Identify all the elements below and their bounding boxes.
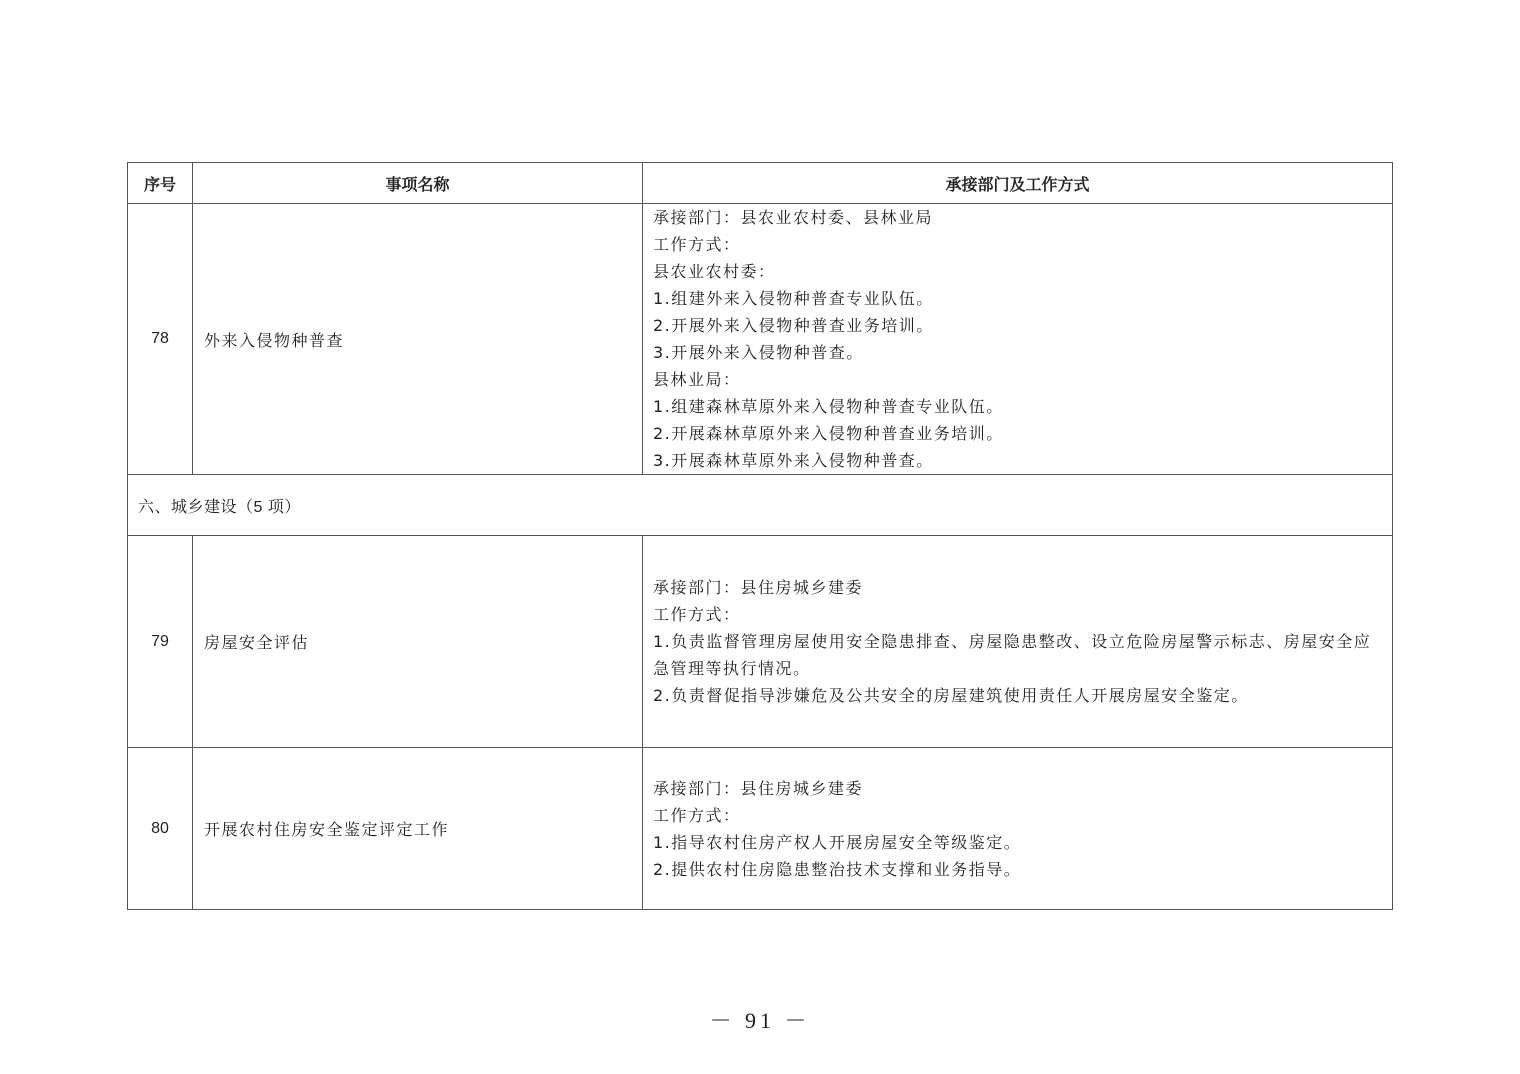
dept-line: 2.提供农村住房隐患整治技术支撑和业务指导。 xyxy=(653,859,1022,879)
dept-line: 工作方式： xyxy=(653,805,741,825)
dept-line: 承接部门：县住房城乡建委 xyxy=(653,778,864,798)
dept-line: 1.指导农村住房产权人开展房屋安全等级鉴定。 xyxy=(653,832,1022,852)
row-serial-number: 79 xyxy=(128,536,193,748)
row-serial-number: 80 xyxy=(128,748,193,910)
dept-line: 2.开展森林草原外来入侵物种普查业务培训。 xyxy=(653,424,1004,443)
row-department-method xyxy=(643,536,1393,748)
row-department-method xyxy=(643,204,1393,475)
row-matter-name: 房屋安全评估 xyxy=(193,536,643,748)
dept-line: 3.开展森林草原外来入侵物种普查。 xyxy=(653,451,934,470)
row-matter-name: 外来入侵物种普查 xyxy=(193,204,643,475)
section-title: 六、城乡建设（5 项） xyxy=(128,475,1393,536)
row-serial-number: 78 xyxy=(128,204,193,475)
table-row xyxy=(128,204,1393,475)
row-matter-name: 开展农村住房安全鉴定评定工作 xyxy=(193,748,643,910)
dept-line: 工作方式： xyxy=(653,235,741,254)
dept-line: 1.组建外来入侵物种普查专业队伍。 xyxy=(653,289,934,308)
dept-line: 2.负责督促指导涉嫌危及公共安全的房屋建筑使用责任人开展房屋安全鉴定。 xyxy=(653,686,1249,705)
page-number: － 91 － xyxy=(709,1008,811,1033)
dept-line: 承接部门：县住房城乡建委 xyxy=(653,578,864,597)
dept-line: 3.开展外来入侵物种普查。 xyxy=(653,343,864,362)
dept-line: 县林业局： xyxy=(653,370,741,389)
dept-line: 承接部门：县农业农村委、县林业局 xyxy=(653,208,934,227)
header-department-method: 承接部门及工作方式 xyxy=(643,163,1393,204)
row-department-method xyxy=(643,748,1393,910)
section-row xyxy=(128,475,1393,536)
dept-line: 县农业农村委： xyxy=(653,262,776,281)
dept-line: 1.负责监督管理房屋使用安全隐患排查、房屋隐患整改、设立危险房屋警示标志、房屋安全应急管理等执行情况。 xyxy=(653,632,1372,678)
dept-line: 工作方式： xyxy=(653,605,741,624)
header-serial-number: 序号 xyxy=(128,163,193,204)
dept-line: 1.组建森林草原外来入侵物种普查专业队伍。 xyxy=(653,397,1004,416)
table-row xyxy=(128,748,1393,910)
dept-line: 2.开展外来入侵物种普查业务培训。 xyxy=(653,316,934,335)
table-header-row xyxy=(128,163,1393,204)
header-matter-name: 事项名称 xyxy=(193,163,643,204)
matters-table xyxy=(127,162,1393,910)
table-row xyxy=(128,536,1393,748)
